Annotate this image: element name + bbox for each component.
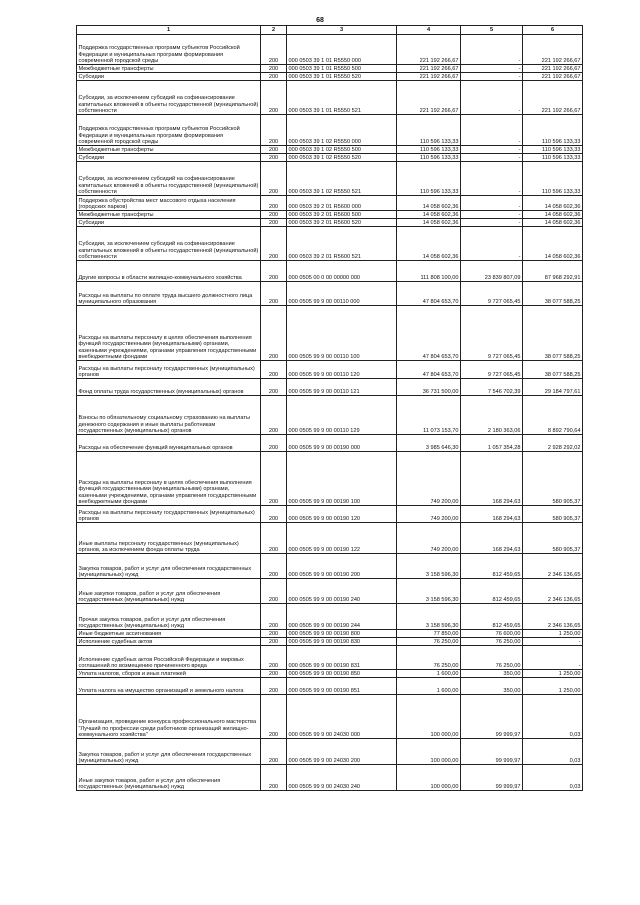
unexecuted-amount-cell: 110 596 133,33 [523,146,583,154]
executed-amount-cell: - [461,219,523,227]
expense-name-cell: Иные закупки товаров, работ и услуг для обеспечения государственных (муниципальных) нужд [77,579,261,604]
line-code-cell: 200 [261,765,287,791]
table-row [77,678,583,695]
table-row [77,396,583,435]
line-code-cell: 200 [261,506,287,523]
executed-amount-cell: 168 294,63 [461,523,523,554]
budget-classification-code-cell: 000 0505 99 9 00 00190 122 [287,523,397,554]
executed-amount-cell: - [461,154,523,162]
budget-classification-code-cell: 000 0505 99 9 00 00190 200 [287,554,397,579]
approved-amount-cell: 3 158 596,30 [397,579,461,604]
expense-name-cell: Закупка товаров, работ и услуг для обеспечения государственных (муниципальных) нужд [77,554,261,579]
expense-name-cell: Субсидии [77,154,261,162]
executed-amount-cell: 7 546 702,39 [461,379,523,396]
budget-classification-code-cell: 000 0505 00 0 00 00000 000 [287,261,397,282]
unexecuted-amount-cell: 38 077 588,25 [523,306,583,361]
header-col-1: 1 [77,26,261,35]
approved-amount-cell: 221 192 266,67 [397,81,461,115]
budget-classification-code-cell: 000 0503 39 2 01 R5600 000 [287,196,397,211]
unexecuted-amount-cell: 14 058 602,36 [523,211,583,219]
unexecuted-amount-cell: 29 184 797,61 [523,379,583,396]
unexecuted-amount-cell: - [523,638,583,646]
table-row [77,211,583,219]
budget-classification-code-cell: 000 0503 39 2 01 R5600 500 [287,211,397,219]
table-body [77,35,583,791]
line-code-cell: 200 [261,396,287,435]
expense-name-cell: Иные бюджетные ассигнования [77,630,261,638]
expense-name-cell: Организация, проведение конкурса профессионального мастерства "Лучший по профессии среди работников организаций жилищно-коммунального хозяйства" [77,695,261,739]
expense-name-cell: Расходы на выплаты по оплате труда высшего должностного лица муниципального образования [77,282,261,306]
executed-amount-cell: - [461,162,523,196]
line-code-cell: 200 [261,282,287,306]
executed-amount-cell: 76 600,00 [461,630,523,638]
unexecuted-amount-cell: 221 192 266,67 [523,73,583,81]
budget-classification-code-cell: 000 0503 39 2 01 R5600 521 [287,227,397,261]
budget-classification-code-cell: 000 0503 39 1 01 R5550 500 [287,65,397,73]
table-row [77,765,583,791]
table-row [77,282,583,306]
executed-amount-cell: - [461,211,523,219]
executed-amount-cell: - [461,81,523,115]
line-code-cell: 200 [261,452,287,506]
unexecuted-amount-cell: 38 077 588,25 [523,361,583,379]
line-code-cell: 200 [261,115,287,146]
line-code-cell: 200 [261,81,287,115]
table-row [77,379,583,396]
approved-amount-cell: 76 250,00 [397,646,461,670]
budget-classification-code-cell: 000 0505 99 9 00 00190 100 [287,452,397,506]
expense-name-cell: Субсидии [77,73,261,81]
expense-name-cell: Уплата налога на имущество организаций и земельного налога [77,678,261,695]
line-code-cell: 200 [261,146,287,154]
executed-amount-cell: - [461,65,523,73]
expense-name-cell: Межбюджетные трансферты [77,146,261,154]
executed-amount-cell: 350,00 [461,670,523,678]
table-row [77,146,583,154]
approved-amount-cell: 100 000,00 [397,695,461,739]
expense-name-cell: Исполнение судебных актов [77,638,261,646]
approved-amount-cell: 47 804 653,70 [397,306,461,361]
table-row [77,73,583,81]
table-row [77,452,583,506]
unexecuted-amount-cell: 1 250,00 [523,630,583,638]
header-col-4: 4 [397,26,461,35]
unexecuted-amount-cell: 0,03 [523,765,583,791]
expense-name-cell: Поддержка государственных программ субъектов Российской Федерации и муниципальных программ формирования современной городской среды [77,115,261,146]
expense-name-cell: Субсидии, за исключением субсидий на софинансирование капитальных вложений в объекты государственной (муниципальной) собственности [77,162,261,196]
expense-name-cell: Закупка товаров, работ и услуг для обеспечения государственных (муниципальных) нужд [77,739,261,765]
table-row [77,554,583,579]
table-row [77,35,583,65]
expense-name-cell: Расходы на выплаты персоналу государственных (муниципальных) органов [77,361,261,379]
page-number: 68 [316,17,324,24]
table-header [77,26,583,35]
unexecuted-amount-cell: 580 905,37 [523,523,583,554]
budget-classification-code-cell: 000 0505 99 9 00 24030 240 [287,765,397,791]
executed-amount-cell: 350,00 [461,678,523,695]
header-col-2: 2 [261,26,287,35]
approved-amount-cell: 749 200,00 [397,523,461,554]
executed-amount-cell: 1 057 354,28 [461,435,523,452]
executed-amount-cell: 812 459,65 [461,604,523,630]
budget-classification-code-cell: 000 0503 39 1 01 R5550 520 [287,73,397,81]
unexecuted-amount-cell: 1 250,00 [523,670,583,678]
line-code-cell: 200 [261,523,287,554]
approved-amount-cell: 110 596 133,33 [397,146,461,154]
expense-name-cell: Другие вопросы в области жилищно-коммунального хозяйства [77,261,261,282]
header-col-3: 3 [287,26,397,35]
approved-amount-cell: 3 158 596,30 [397,604,461,630]
executed-amount-cell: - [461,115,523,146]
budget-classification-code-cell: 000 0503 39 2 01 R5600 520 [287,219,397,227]
line-code-cell: 200 [261,695,287,739]
executed-amount-cell: - [461,227,523,261]
line-code-cell: 200 [261,196,287,211]
executed-amount-cell: 168 294,63 [461,506,523,523]
header-row [77,26,583,35]
expense-name-cell: Субсидии [77,219,261,227]
executed-amount-cell: - [461,196,523,211]
table-row [77,604,583,630]
unexecuted-amount-cell: 38 077 588,25 [523,282,583,306]
table-row [77,162,583,196]
approved-amount-cell: 749 200,00 [397,452,461,506]
approved-amount-cell: 14 058 602,36 [397,196,461,211]
unexecuted-amount-cell: 14 058 602,36 [523,219,583,227]
budget-classification-code-cell: 000 0503 39 1 01 R5550 000 [287,35,397,65]
approved-amount-cell: 221 192 266,67 [397,65,461,73]
table-row [77,154,583,162]
approved-amount-cell: 47 804 653,70 [397,361,461,379]
executed-amount-cell: 2 180 363,06 [461,396,523,435]
budget-classification-code-cell: 000 0503 39 1 02 R5550 520 [287,154,397,162]
table-row [77,65,583,73]
table-row [77,523,583,554]
unexecuted-amount-cell: 1 250,00 [523,678,583,695]
approved-amount-cell: 77 850,00 [397,630,461,638]
table-row [77,506,583,523]
line-code-cell: 200 [261,306,287,361]
executed-amount-cell: 9 727 065,45 [461,361,523,379]
line-code-cell: 200 [261,678,287,695]
table-row [77,306,583,361]
approved-amount-cell: 749 200,00 [397,506,461,523]
expense-name-cell: Иные закупки товаров, работ и услуг для обеспечения государственных (муниципальных) нужд [77,765,261,791]
approved-amount-cell: 221 192 266,67 [397,73,461,81]
expense-name-cell: Расходы на выплаты персоналу в целях обеспечения выполнения функций государственными (муниципальными) органами, казенными учреждениями, органами управления государственными внебюджетными фондами [77,306,261,361]
expense-name-cell: Расходы на обеспечение функций муниципальных органов [77,435,261,452]
table-row [77,261,583,282]
executed-amount-cell: 812 459,65 [461,579,523,604]
expense-name-cell: Иные выплаты персоналу государственных (муниципальных) органов, за исключением фонда оплаты труда [77,523,261,554]
line-code-cell: 200 [261,670,287,678]
budget-classification-code-cell: 000 0503 39 1 02 R5550 521 [287,162,397,196]
line-code-cell: 200 [261,219,287,227]
table-row [77,638,583,646]
expense-name-cell: Субсидии, за исключением субсидий на софинансирование капитальных вложений в объекты государственной (муниципальной) собственности [77,81,261,115]
line-code-cell: 200 [261,35,287,65]
budget-classification-code-cell: 000 0505 99 9 00 24030 200 [287,739,397,765]
executed-amount-cell: - [461,73,523,81]
line-code-cell: 200 [261,646,287,670]
unexecuted-amount-cell: 110 596 133,33 [523,154,583,162]
executed-amount-cell: 812 459,65 [461,554,523,579]
line-code-cell: 200 [261,435,287,452]
approved-amount-cell: 110 596 133,33 [397,162,461,196]
approved-amount-cell: 14 058 602,36 [397,211,461,219]
approved-amount-cell: 14 058 602,36 [397,227,461,261]
approved-amount-cell: 221 192 266,67 [397,35,461,65]
unexecuted-amount-cell: 580 905,37 [523,452,583,506]
table-row [77,695,583,739]
budget-classification-code-cell: 000 0503 39 1 02 R5550 000 [287,115,397,146]
line-code-cell: 200 [261,379,287,396]
unexecuted-amount-cell: 110 596 133,33 [523,115,583,146]
budget-classification-code-cell: 000 0505 99 9 00 00190 240 [287,579,397,604]
approved-amount-cell: 47 804 653,70 [397,282,461,306]
unexecuted-amount-cell: 14 058 602,36 [523,196,583,211]
table-row [77,646,583,670]
expense-name-cell: Расходы на выплаты персоналу государственных (муниципальных) органов [77,506,261,523]
executed-amount-cell: 99 999,97 [461,739,523,765]
approved-amount-cell: 111 808 100,00 [397,261,461,282]
header-col-6: 6 [523,26,583,35]
budget-classification-code-cell: 000 0505 99 9 00 00190 800 [287,630,397,638]
unexecuted-amount-cell: 580 905,37 [523,506,583,523]
line-code-cell: 200 [261,361,287,379]
executed-amount-cell: - [461,146,523,154]
unexecuted-amount-cell: 2 346 136,65 [523,579,583,604]
executed-amount-cell: 9 727 065,45 [461,306,523,361]
unexecuted-amount-cell: 221 192 266,67 [523,81,583,115]
unexecuted-amount-cell: 110 596 133,33 [523,162,583,196]
budget-classification-code-cell: 000 0505 99 9 00 00110 129 [287,396,397,435]
budget-classification-code-cell: 000 0505 99 9 00 24030 000 [287,695,397,739]
approved-amount-cell: 100 000,00 [397,739,461,765]
unexecuted-amount-cell: 221 192 266,67 [523,35,583,65]
table-row [77,81,583,115]
expense-name-cell: Межбюджетные трансферты [77,65,261,73]
table-row [77,361,583,379]
approved-amount-cell: 11 073 153,70 [397,396,461,435]
line-code-cell: 200 [261,739,287,765]
unexecuted-amount-cell: 2 346 136,65 [523,554,583,579]
executed-amount-cell: 76 250,00 [461,646,523,670]
approved-amount-cell: 110 596 133,33 [397,115,461,146]
executed-amount-cell: 99 999,97 [461,765,523,791]
line-code-cell: 200 [261,261,287,282]
unexecuted-amount-cell: 0,03 [523,739,583,765]
approved-amount-cell: 1 600,00 [397,678,461,695]
expense-name-cell: Взносы по обязательному социальному страхованию на выплаты денежного содержания и иные выплаты работникам государственных (муниципальных) органов [77,396,261,435]
line-code-cell: 200 [261,638,287,646]
unexecuted-amount-cell: 2 346 136,65 [523,604,583,630]
line-code-cell: 200 [261,554,287,579]
executed-amount-cell: 168 294,63 [461,452,523,506]
line-code-cell: 200 [261,227,287,261]
approved-amount-cell: 1 600,00 [397,670,461,678]
expense-name-cell: Исполнение судебных актов Российской Федерации и мировых соглашений по возмещению причиненного вреда [77,646,261,670]
executed-amount-cell: 99 999,97 [461,695,523,739]
unexecuted-amount-cell: 221 192 266,67 [523,65,583,73]
budget-classification-code-cell: 000 0505 99 9 00 00110 000 [287,282,397,306]
budget-classification-code-cell: 000 0505 99 9 00 00190 831 [287,646,397,670]
budget-classification-code-cell: 000 0505 99 9 00 00190 850 [287,670,397,678]
approved-amount-cell: 3 985 646,30 [397,435,461,452]
unexecuted-amount-cell: 14 058 602,36 [523,227,583,261]
expense-name-cell: Фонд оплаты труда государственных (муниципальных) органов [77,379,261,396]
budget-classification-code-cell: 000 0505 99 9 00 00110 121 [287,379,397,396]
approved-amount-cell: 3 158 596,30 [397,554,461,579]
budget-classification-code-cell: 000 0505 99 9 00 00190 120 [287,506,397,523]
approved-amount-cell: 100 000,00 [397,765,461,791]
executed-amount-cell: 76 250,00 [461,638,523,646]
table-row [77,579,583,604]
approved-amount-cell: 76 250,00 [397,638,461,646]
approved-amount-cell: 14 058 602,36 [397,219,461,227]
table-row [77,670,583,678]
table-row [77,196,583,211]
header-col-5: 5 [461,26,523,35]
line-code-cell: 200 [261,73,287,81]
line-code-cell: 200 [261,154,287,162]
table-row [77,115,583,146]
executed-amount-cell: 9 727 065,45 [461,282,523,306]
budget-execution-table [76,25,583,791]
line-code-cell: 200 [261,630,287,638]
expense-name-cell: Поддержка государственных программ субъектов Российской Федерации и муниципальных программ формирования современной городской среды [77,35,261,65]
table-row [77,630,583,638]
budget-classification-code-cell: 000 0503 39 1 01 R5550 521 [287,81,397,115]
table-row [77,739,583,765]
table-row [77,435,583,452]
line-code-cell: 200 [261,604,287,630]
expense-name-cell: Поддержка обустройства мест массового отдыха населения (городских парков) [77,196,261,211]
expense-name-cell: Прочая закупка товаров, работ и услуг для обеспечения государственных (муниципальных) нужд [77,604,261,630]
unexecuted-amount-cell: 2 928 292,02 [523,435,583,452]
unexecuted-amount-cell: 87 968 292,91 [523,261,583,282]
expense-name-cell: Межбюджетные трансферты [77,211,261,219]
budget-classification-code-cell: 000 0505 99 9 00 00190 830 [287,638,397,646]
table-row [77,227,583,261]
approved-amount-cell: 110 596 133,33 [397,154,461,162]
unexecuted-amount-cell: 0,03 [523,695,583,739]
line-code-cell: 200 [261,65,287,73]
approved-amount-cell: 36 731 500,00 [397,379,461,396]
line-code-cell: 200 [261,211,287,219]
table-row [77,219,583,227]
expense-name-cell: Уплата налогов, сборов и иных платежей [77,670,261,678]
budget-classification-code-cell: 000 0505 99 9 00 00110 120 [287,361,397,379]
budget-classification-code-cell: 000 0505 99 9 00 00110 100 [287,306,397,361]
budget-classification-code-cell: 000 0503 39 1 02 R5550 500 [287,146,397,154]
budget-classification-code-cell: 000 0505 99 9 00 00190 244 [287,604,397,630]
unexecuted-amount-cell: - [523,646,583,670]
line-code-cell: 200 [261,579,287,604]
budget-classification-code-cell: 000 0505 99 9 00 00190 000 [287,435,397,452]
executed-amount-cell: 23 839 807,09 [461,261,523,282]
budget-classification-code-cell: 000 0505 99 9 00 00190 851 [287,678,397,695]
expense-name-cell: Расходы на выплаты персоналу в целях обеспечения выполнения функций государственными (муниципальными) органами, казенными учреждениями, органами управления государственными внебюджетными фондами [77,452,261,506]
line-code-cell: 200 [261,162,287,196]
expense-name-cell: Субсидии, за исключением субсидий на софинансирование капитальных вложений в объекты государственной (муниципальной) собственности [77,227,261,261]
executed-amount-cell: - [461,35,523,65]
unexecuted-amount-cell: 8 892 790,64 [523,396,583,435]
